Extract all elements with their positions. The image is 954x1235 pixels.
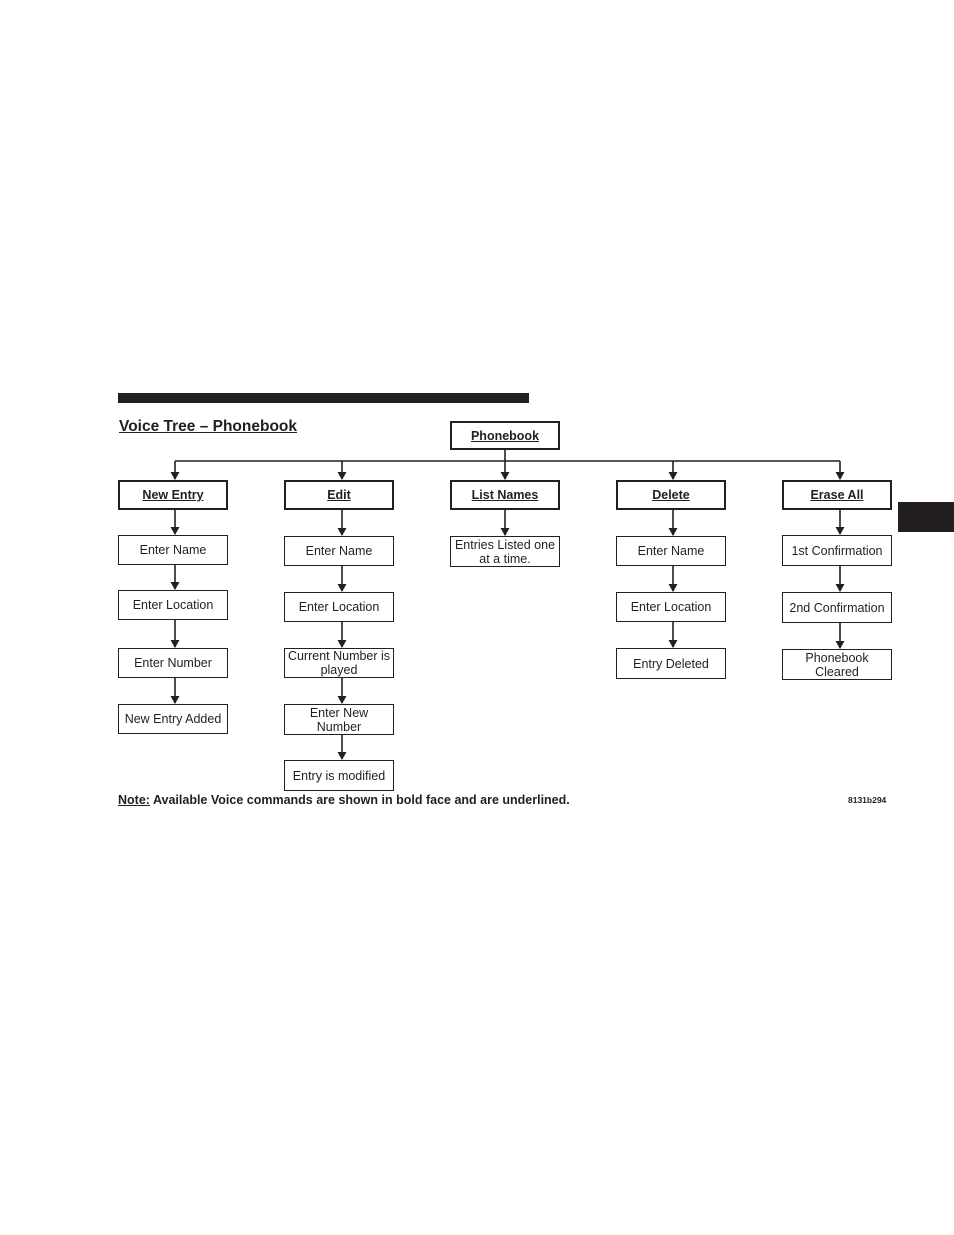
step-label: Enter Number	[134, 656, 212, 670]
step-label: Current Number is played	[287, 649, 391, 677]
node-erase-all	[782, 480, 892, 510]
step-label: Enter Name	[305, 544, 373, 558]
step-enter-name	[616, 536, 726, 566]
step-new-entry-added	[118, 704, 228, 734]
node-edit	[284, 480, 394, 510]
step-enter-name	[118, 535, 228, 565]
step-phonebook-cleared	[782, 649, 892, 680]
step-label: Entry is modified	[292, 768, 386, 783]
node-phonebook-label: Phonebook	[470, 428, 540, 443]
step-label: Enter Name	[637, 544, 705, 558]
step-label: Enter Location	[132, 598, 214, 612]
step-entry-modified	[284, 760, 394, 791]
step-enter-new-number	[284, 704, 394, 735]
step-2nd-confirmation	[782, 592, 892, 623]
node-phonebook	[450, 421, 560, 450]
step-1st-confirmation	[782, 535, 892, 566]
footnote	[118, 793, 570, 807]
step-label: 2nd Confirmation	[789, 600, 885, 615]
step-label: Enter Name	[139, 543, 207, 557]
node-new-entry	[118, 480, 228, 510]
node-new-entry-label: New Entry	[142, 488, 204, 502]
step-enter-name	[284, 536, 394, 566]
node-list-names-label: List Names	[471, 488, 539, 502]
step-label: Phonebook Cleared	[805, 650, 869, 679]
footnote-text: Available Voice commands are shown in bold face and are underlined.	[149, 793, 570, 807]
step-current-number-played	[284, 648, 394, 678]
step-label: 1st Confirmation	[791, 543, 883, 558]
step-label: Enter Location	[298, 600, 380, 614]
step-label: Entry Deleted	[633, 656, 709, 671]
node-list-names	[450, 480, 560, 510]
step-label: Entries Listed one at a time.	[454, 537, 556, 566]
step-label: Enter Location	[630, 600, 712, 614]
step-entry-deleted	[616, 648, 726, 679]
figure-code: 8131b294	[848, 795, 887, 805]
step-enter-location	[118, 590, 228, 620]
node-erase-all-label: Erase All	[810, 488, 864, 502]
page-title: Voice Tree – Phonebook	[119, 418, 298, 435]
footnote-label: Note:	[118, 793, 150, 807]
step-enter-number	[118, 648, 228, 678]
step-enter-location	[616, 592, 726, 622]
step-label: Enter New Number	[309, 705, 369, 734]
step-entries-listed	[450, 536, 560, 567]
step-enter-location	[284, 592, 394, 622]
node-edit-label: Edit	[327, 488, 351, 502]
step-label: New Entry Added	[124, 712, 222, 726]
node-delete-label: Delete	[652, 488, 690, 502]
node-delete	[616, 480, 726, 510]
